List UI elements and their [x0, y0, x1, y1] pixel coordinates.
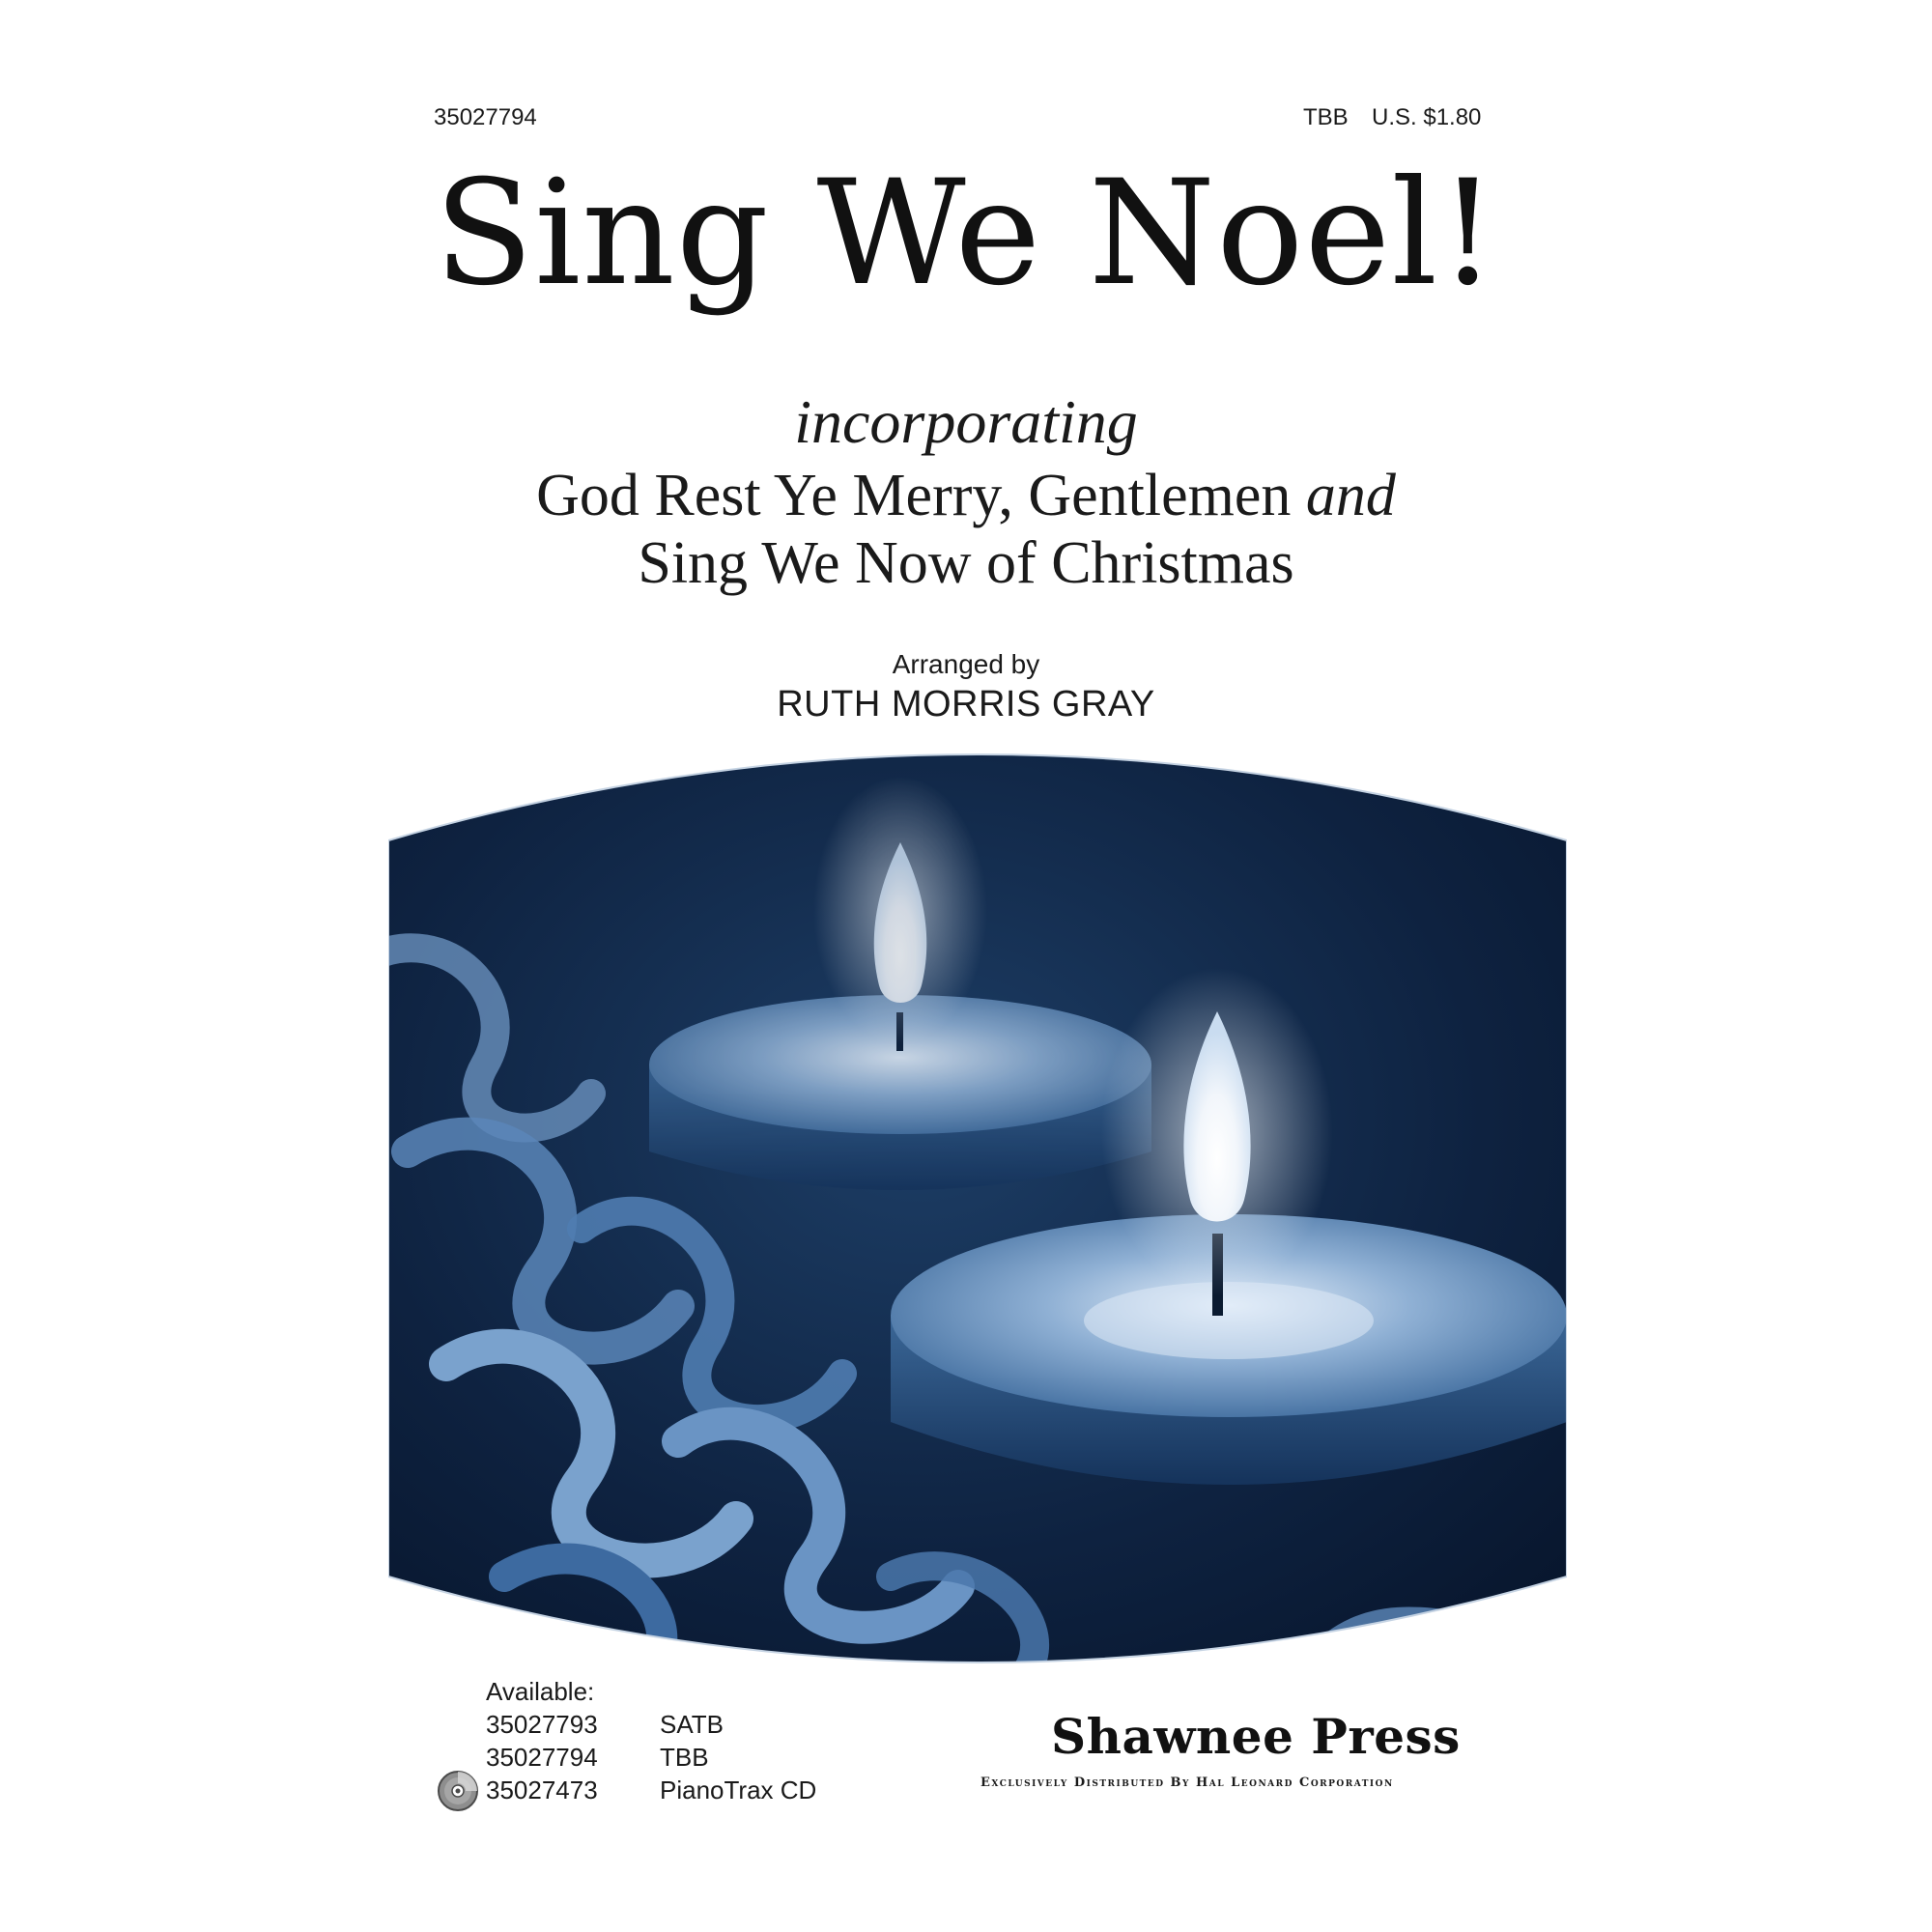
page-title: Sing We Noel!: [434, 150, 1498, 318]
cover-image: [388, 746, 1567, 1671]
distribution-line: Exclusively Distributed By Hal Leonard Corporation: [980, 1776, 1394, 1790]
edition-number: 35027794: [486, 1743, 598, 1772]
edition-number: 35027473: [486, 1776, 598, 1804]
cd-icon: [437, 1770, 479, 1812]
arranged-by-label: Arranged by: [892, 649, 1040, 679]
song-title-2: Sing We Now of Christmas: [638, 530, 1294, 596]
edition-voicing: PianoTrax CD: [660, 1776, 817, 1804]
subtitle-incorporating: incorporating: [794, 387, 1138, 456]
edition-row: [486, 1710, 724, 1740]
arranger-name: RUTH MORRIS GRAY: [777, 684, 1155, 724]
subtitle-connector: and: [1305, 463, 1396, 528]
edition-voicing: SATB: [660, 1710, 724, 1739]
edition-row: [486, 1743, 709, 1773]
price-label: U.S. $1.80: [1372, 104, 1482, 130]
edition-number: 35027793: [486, 1710, 598, 1739]
subtitle-line-1: [0, 462, 1932, 530]
catalog-number: 35027794: [434, 104, 537, 130]
song-title-1: God Rest Ye Merry, Gentlemen: [536, 463, 1292, 528]
publisher-logo: Shawnee Press: [1051, 1708, 1461, 1765]
edition-row: [486, 1776, 816, 1805]
edition-voicing: TBB: [660, 1743, 709, 1772]
available-label: Available:: [486, 1677, 595, 1706]
voicing-label: TBB: [1303, 104, 1349, 130]
